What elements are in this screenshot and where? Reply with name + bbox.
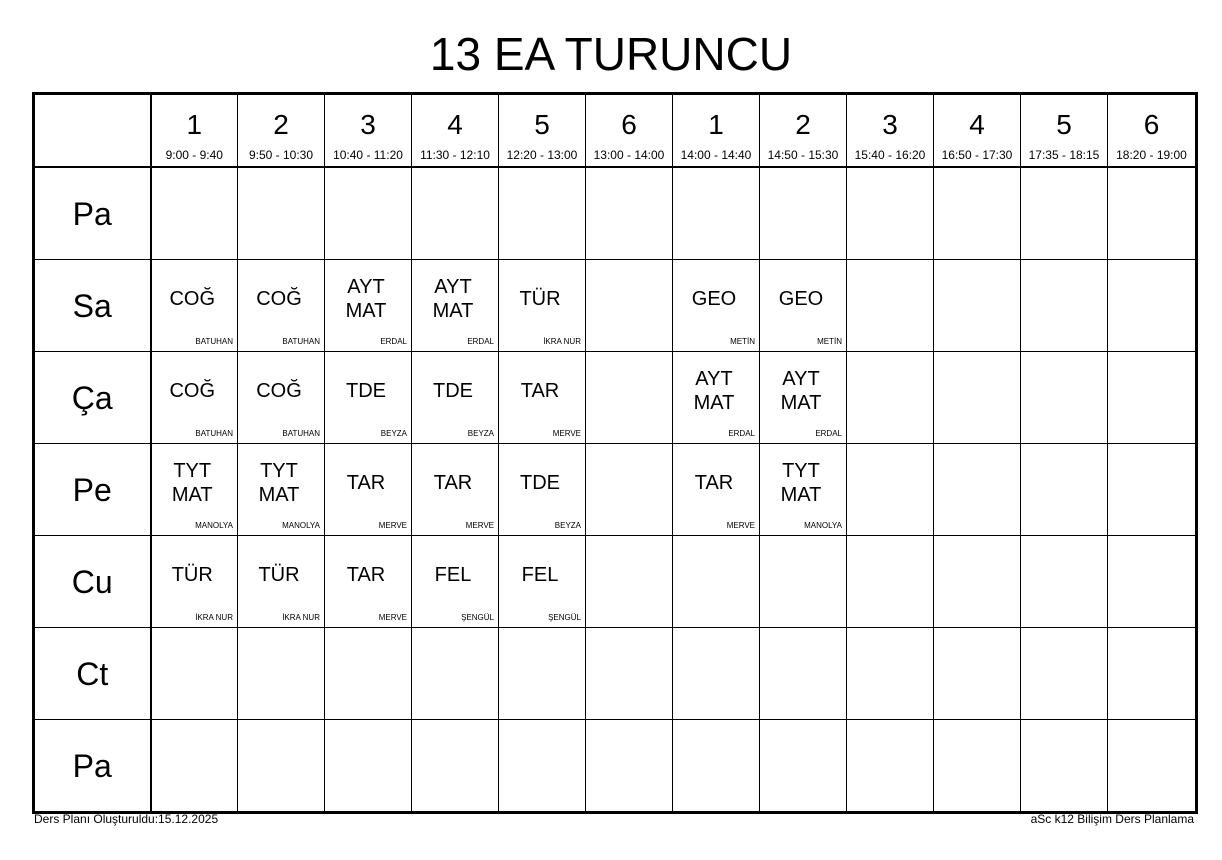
lesson-teacher: MERVE (378, 613, 407, 622)
lesson-teacher: ŞENGÜL (548, 613, 581, 622)
day-name: Pa (72, 747, 112, 784)
period-number: 1 (186, 109, 203, 140)
empty-cell (586, 167, 673, 260)
empty-cell (1108, 260, 1196, 352)
empty-cell (238, 628, 325, 720)
empty-cell (934, 260, 1021, 352)
lesson-subject: COĞ (169, 379, 216, 402)
lesson-teacher: İKRA NUR (543, 337, 581, 346)
empty-cell (1021, 628, 1108, 720)
lesson-teacher: BATUHAN (282, 429, 320, 438)
period-time: 18:20 - 19:00 (1116, 148, 1187, 162)
lesson-cell (325, 260, 412, 352)
lesson-cell (760, 444, 847, 536)
period-number: 2 (795, 109, 811, 140)
empty-cell (499, 167, 586, 260)
period-number: 3 (360, 109, 376, 140)
period-header (673, 95, 760, 168)
lesson-teacher: BATUHAN (282, 337, 320, 346)
lesson-subject: COĞ (256, 287, 302, 310)
lesson-subject: AYT MAT (693, 367, 735, 414)
lesson-cell (151, 536, 238, 628)
day-row (35, 167, 1196, 260)
empty-cell (151, 720, 238, 812)
period-time: 11:30 - 12:10 (420, 148, 490, 162)
lesson-teacher: MANOLYA (195, 521, 233, 530)
empty-cell (412, 167, 499, 260)
period-header (412, 95, 499, 168)
empty-cell (760, 628, 847, 720)
day-name: Pe (72, 471, 112, 508)
day-name-cell (35, 720, 151, 812)
period-header (1108, 95, 1196, 168)
empty-cell (934, 536, 1021, 628)
day-name: Sa (72, 287, 112, 324)
lesson-teacher: MERVE (726, 521, 755, 530)
empty-cell (847, 720, 934, 812)
lesson-teacher: İKRA NUR (282, 613, 320, 622)
empty-cell (499, 628, 586, 720)
lesson-teacher: MERVE (465, 521, 494, 530)
lesson-teacher: BATUHAN (195, 337, 233, 346)
lesson-subject: TDE (520, 471, 560, 494)
empty-cell (151, 628, 238, 720)
empty-cell (1021, 444, 1108, 536)
lesson-teacher: MERVE (552, 429, 581, 438)
lesson-cell (151, 352, 238, 444)
lesson-cell (151, 444, 238, 536)
lesson-subject: TÜR (258, 563, 300, 586)
period-number: 6 (1143, 109, 1160, 140)
day-name-cell (35, 352, 151, 444)
period-number: 5 (534, 109, 550, 140)
period-header (499, 95, 586, 168)
empty-cell (1021, 720, 1108, 812)
period-header (151, 95, 238, 168)
period-number: 2 (273, 109, 289, 140)
empty-cell (760, 536, 847, 628)
day-row (35, 352, 1196, 444)
period-time: 9:00 - 9:40 (165, 148, 223, 162)
lesson-teacher: METİN (817, 337, 842, 346)
empty-cell (499, 720, 586, 812)
period-header (586, 95, 673, 168)
period-header (760, 95, 847, 168)
corner-cell (35, 95, 151, 168)
empty-cell (586, 444, 673, 536)
lesson-cell (673, 444, 760, 536)
day-name-cell (35, 444, 151, 536)
lesson-subject: TÜR (171, 563, 213, 586)
empty-cell (673, 536, 760, 628)
lesson-subject: FEL (521, 563, 559, 586)
lesson-cell (499, 444, 586, 536)
period-header (238, 95, 325, 168)
period-number: 4 (969, 109, 985, 140)
day-name-cell (35, 628, 151, 720)
day-name: Pa (72, 195, 112, 232)
period-number: 3 (882, 109, 898, 140)
created-date-footer: Ders Planı Oluşturuldu:15.12.2025 (34, 812, 219, 826)
empty-cell (412, 628, 499, 720)
lesson-cell (151, 260, 238, 352)
lesson-subject: GEO (691, 287, 737, 310)
lesson-cell (673, 352, 760, 444)
day-row (35, 628, 1196, 720)
period-number: 4 (447, 109, 463, 140)
empty-cell (325, 628, 412, 720)
empty-cell (238, 720, 325, 812)
period-number: 5 (1056, 109, 1072, 140)
empty-cell (1108, 628, 1196, 720)
timetable-body (35, 95, 1196, 812)
lesson-teacher: MANOLYA (804, 521, 842, 530)
empty-cell (847, 352, 934, 444)
empty-cell (586, 352, 673, 444)
empty-cell (1021, 260, 1108, 352)
lesson-cell (760, 260, 847, 352)
timetable (34, 94, 1196, 812)
period-time: 15:40 - 16:20 (854, 148, 926, 162)
period-time: 9:50 - 10:30 (248, 148, 314, 162)
empty-cell (412, 720, 499, 812)
lesson-subject: TAR (694, 471, 734, 494)
lesson-subject: TYT MAT (258, 459, 300, 506)
lesson-subject: TAR (346, 563, 386, 586)
lesson-teacher: MERVE (378, 521, 407, 530)
lesson-teacher: ERDAL (815, 429, 842, 438)
period-header (325, 95, 412, 168)
empty-cell (934, 352, 1021, 444)
lesson-teacher: ERDAL (380, 337, 407, 346)
lesson-subject: TAR (433, 471, 473, 494)
period-header (847, 95, 934, 168)
day-row (35, 536, 1196, 628)
lesson-subject: TYT MAT (171, 459, 213, 506)
lesson-cell (238, 260, 325, 352)
empty-cell (1108, 536, 1196, 628)
empty-cell (934, 444, 1021, 536)
day-name: Ct (76, 655, 109, 692)
empty-cell (1021, 167, 1108, 260)
period-header (934, 95, 1021, 168)
lesson-subject: FEL (434, 563, 472, 586)
lesson-subject: TÜR (519, 287, 561, 310)
lesson-cell (499, 536, 586, 628)
empty-cell (847, 167, 934, 260)
empty-cell (760, 720, 847, 812)
period-time: 13:00 - 14:00 (593, 148, 665, 162)
lesson-subject: COĞ (169, 287, 216, 310)
lesson-subject: TAR (346, 471, 386, 494)
lesson-cell (412, 536, 499, 628)
day-name-cell (35, 167, 151, 260)
lesson-cell (673, 260, 760, 352)
empty-cell (847, 628, 934, 720)
empty-cell (1108, 352, 1196, 444)
lesson-teacher: ERDAL (728, 429, 755, 438)
empty-cell (1108, 444, 1196, 536)
empty-cell (151, 167, 238, 260)
period-time: 16:50 - 17:30 (941, 148, 1013, 162)
empty-cell (586, 720, 673, 812)
empty-cell (673, 167, 760, 260)
lesson-subject: AYT MAT (780, 367, 822, 414)
lesson-teacher: METİN (730, 337, 755, 346)
empty-cell (586, 628, 673, 720)
empty-cell (760, 167, 847, 260)
period-header-row (35, 95, 1196, 168)
lesson-cell (238, 444, 325, 536)
lesson-teacher: BEYZA (467, 429, 494, 438)
lesson-cell (499, 260, 586, 352)
period-time: 10:40 - 11:20 (333, 148, 403, 162)
lesson-subject: AYT MAT (345, 275, 387, 322)
empty-cell (1021, 352, 1108, 444)
lesson-cell (238, 536, 325, 628)
lesson-cell (325, 352, 412, 444)
lesson-cell (238, 352, 325, 444)
empty-cell (847, 536, 934, 628)
day-name: Ça (71, 379, 113, 416)
empty-cell (673, 720, 760, 812)
lesson-teacher: BATUHAN (195, 429, 233, 438)
empty-cell (934, 628, 1021, 720)
empty-cell (1021, 536, 1108, 628)
empty-cell (847, 260, 934, 352)
empty-cell (934, 167, 1021, 260)
lesson-cell (499, 352, 586, 444)
lesson-subject: TDE (346, 379, 386, 402)
period-number: 6 (621, 109, 637, 140)
lesson-cell (412, 444, 499, 536)
period-time: 12:20 - 13:00 (506, 148, 578, 162)
empty-cell (325, 167, 412, 260)
lesson-teacher: MANOLYA (282, 521, 320, 530)
day-name: Cu (71, 563, 113, 600)
lesson-cell (412, 260, 499, 352)
day-row (35, 720, 1196, 812)
lesson-cell (412, 352, 499, 444)
lesson-subject: COĞ (256, 379, 302, 402)
lesson-cell (325, 444, 412, 536)
lesson-teacher: ŞENGÜL (461, 613, 494, 622)
page-title: 13 EA TURUNCU (429, 28, 793, 80)
empty-cell (847, 444, 934, 536)
lesson-subject: AYT MAT (432, 275, 474, 322)
lesson-teacher: İKRA NUR (195, 613, 233, 622)
empty-cell (586, 536, 673, 628)
lesson-subject: TYT MAT (780, 459, 822, 506)
period-number: 1 (708, 109, 724, 140)
empty-cell (325, 720, 412, 812)
lesson-subject: TDE (433, 379, 473, 402)
period-time: 14:00 - 14:40 (680, 148, 752, 162)
lesson-teacher: BEYZA (554, 521, 581, 530)
day-name-cell (35, 536, 151, 628)
lesson-subject: GEO (778, 287, 824, 310)
empty-cell (1108, 720, 1196, 812)
software-footer: aSc k12 Bilişim Ders Planlama (1030, 812, 1194, 826)
day-row (35, 260, 1196, 352)
empty-cell (238, 167, 325, 260)
empty-cell (934, 720, 1021, 812)
lesson-subject: TAR (520, 379, 560, 402)
empty-cell (673, 628, 760, 720)
day-row (35, 444, 1196, 536)
day-name-cell (35, 260, 151, 352)
period-time: 14:50 - 15:30 (767, 148, 839, 162)
lesson-cell (325, 536, 412, 628)
empty-cell (586, 260, 673, 352)
period-time: 17:35 - 18:15 (1028, 148, 1100, 162)
lesson-teacher: BEYZA (380, 429, 407, 438)
period-header (1021, 95, 1108, 168)
lesson-teacher: ERDAL (467, 337, 494, 346)
lesson-cell (760, 352, 847, 444)
empty-cell (1108, 167, 1196, 260)
